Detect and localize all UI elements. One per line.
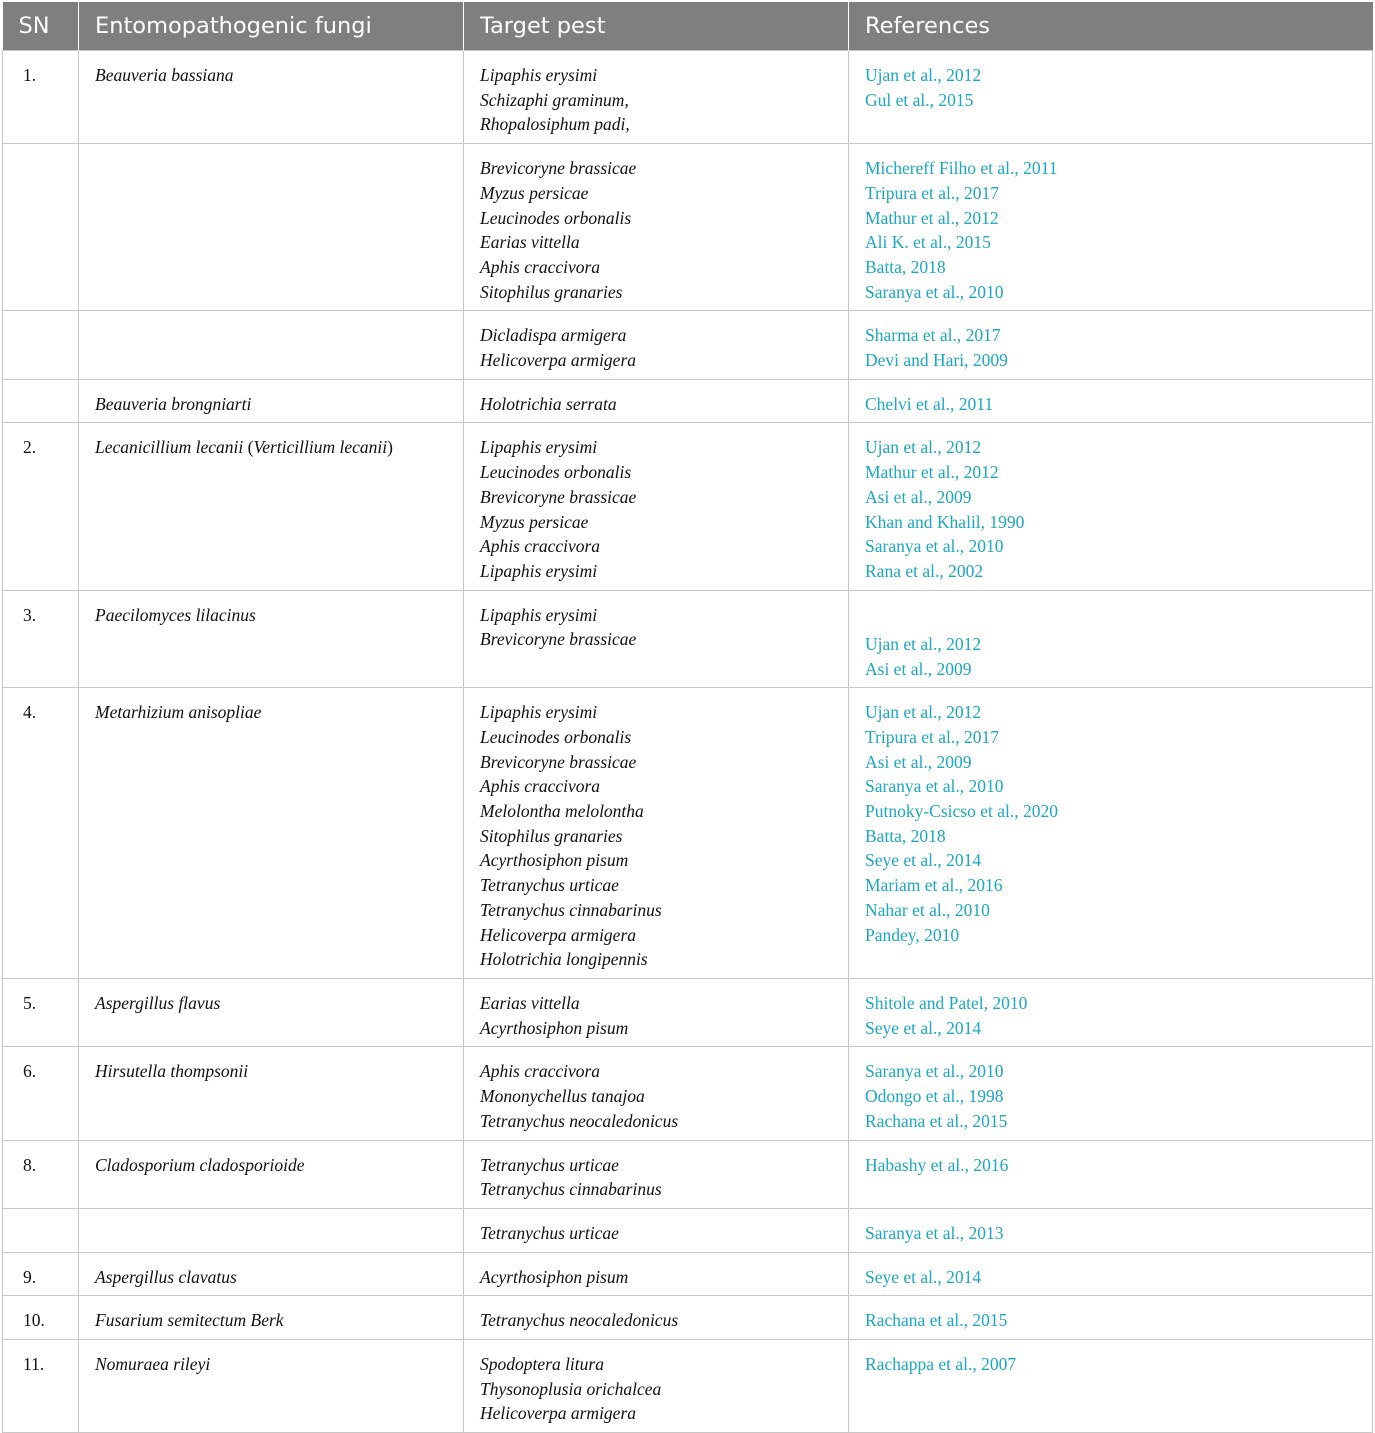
pest-name: Aphis craccivora bbox=[480, 1061, 601, 1082]
fungus-cell: Beauveria bassiana bbox=[79, 51, 464, 144]
table-row bbox=[3, 51, 1373, 144]
pest-name: Aphis craccivora bbox=[480, 536, 601, 557]
references-cell bbox=[849, 379, 1373, 423]
fungus-cell: Aspergillus flavus bbox=[79, 978, 464, 1046]
reference-link[interactable]: Mathur et al., 2012 bbox=[865, 462, 999, 483]
fungus-synonym: Verticillium lecanii bbox=[253, 437, 388, 458]
pest-name: Helicoverpa armigera bbox=[480, 350, 637, 371]
fungi-pest-table bbox=[2, 2, 1373, 1433]
reference-link[interactable]: Michereff Filho et al., 2011 bbox=[865, 158, 1058, 179]
reference-link[interactable]: Seye et al., 2014 bbox=[865, 1017, 982, 1038]
references-cell bbox=[849, 1340, 1373, 1433]
references-cell bbox=[849, 1252, 1373, 1296]
target-pest-cell bbox=[464, 1047, 849, 1140]
column-header-fungi: Entomopathogenic fungi bbox=[79, 2, 464, 51]
table-row bbox=[3, 423, 1373, 590]
reference-link[interactable]: Shitole and Patel, 2010 bbox=[865, 992, 1028, 1013]
fungus-cell bbox=[79, 1208, 464, 1252]
references-cell bbox=[849, 1296, 1373, 1340]
references-cell bbox=[849, 1047, 1373, 1140]
pest-name: Tetranychus cinnabarinus bbox=[480, 899, 662, 920]
reference-link[interactable]: Saranya et al., 2010 bbox=[865, 776, 1004, 797]
target-pest-cell bbox=[464, 1340, 849, 1433]
references-cell bbox=[849, 1140, 1373, 1208]
fungus-cell: Nomuraea rileyi bbox=[79, 1340, 464, 1433]
reference-link[interactable]: Rachappa et al., 2007 bbox=[865, 1354, 1017, 1375]
pest-name: Thysonoplusia orichalcea bbox=[480, 1378, 662, 1399]
pest-name: Leucinodes orbonalis bbox=[480, 207, 632, 228]
reference-link[interactable]: Asi et al., 2009 bbox=[865, 658, 972, 679]
sn-cell: 1. bbox=[3, 51, 79, 144]
reference-link[interactable]: Nahar et al., 2010 bbox=[865, 899, 990, 920]
reference-link[interactable]: Devi and Hari, 2009 bbox=[865, 350, 1008, 371]
reference-link[interactable]: Saranya et al., 2010 bbox=[865, 281, 1004, 302]
reference-link[interactable]: Ali K. et al., 2015 bbox=[865, 232, 991, 253]
sn-cell bbox=[3, 311, 79, 379]
pest-name: Tetranychus urticae bbox=[480, 1154, 619, 1175]
pest-name: Myzus persicae bbox=[480, 511, 589, 532]
reference-link[interactable]: Seye et al., 2014 bbox=[865, 1266, 982, 1287]
pest-name: Helicoverpa armigera bbox=[480, 924, 637, 945]
fungus-cell: Metarhizium anisopliae bbox=[79, 688, 464, 979]
pest-name: Tetranychus neocaledonicus bbox=[480, 1110, 679, 1131]
fungus-name: Lecanicillium lecanii bbox=[95, 437, 244, 458]
pest-name: Tetranychus cinnabarinus bbox=[480, 1179, 662, 1200]
table-body bbox=[3, 51, 1373, 1433]
pest-name: Tetranychus neocaledonicus bbox=[480, 1310, 679, 1331]
pest-name: Brevicoryne brassicae bbox=[480, 629, 637, 650]
reference-link[interactable]: Seye et al., 2014 bbox=[865, 850, 982, 871]
column-header-sn: SN bbox=[3, 2, 79, 51]
pest-name: Lipaphis erysimi bbox=[480, 702, 598, 723]
table-row bbox=[3, 1140, 1373, 1208]
fungus-cell: Cladosporium cladosporioide bbox=[79, 1140, 464, 1208]
target-pest-cell bbox=[464, 144, 849, 311]
pest-name: Earias vittella bbox=[480, 232, 580, 253]
target-pest-cell bbox=[464, 590, 849, 688]
reference-link[interactable]: Saranya et al., 2010 bbox=[865, 1061, 1004, 1082]
reference-link[interactable]: Tripura et al., 2017 bbox=[865, 726, 999, 747]
reference-link[interactable]: Tripura et al., 2017 bbox=[865, 182, 999, 203]
pest-name: Tetranychus urticae bbox=[480, 875, 619, 896]
table-row bbox=[3, 1340, 1373, 1433]
pest-name: Dicladispa armigera bbox=[480, 325, 627, 346]
table-row bbox=[3, 1047, 1373, 1140]
table-row bbox=[3, 144, 1373, 311]
sn-cell: 3. bbox=[3, 590, 79, 688]
reference-link[interactable]: Pandey, 2010 bbox=[865, 924, 960, 945]
fungus-cell: Beauveria brongniarti bbox=[79, 379, 464, 423]
pest-name: Aphis craccivora bbox=[480, 256, 601, 277]
table-row bbox=[3, 1296, 1373, 1340]
pest-name: Myzus persicae bbox=[480, 182, 589, 203]
target-pest-cell bbox=[464, 978, 849, 1046]
sn-cell bbox=[3, 379, 79, 423]
pest-name: Acyrthosiphon pisum bbox=[480, 1017, 629, 1038]
pest-name: Leucinodes orbonalis bbox=[480, 462, 632, 483]
fungus-cell: Aspergillus clavatus bbox=[79, 1252, 464, 1296]
fungus-cell bbox=[79, 311, 464, 379]
pest-name: Acyrthosiphon pisum bbox=[480, 1266, 629, 1287]
references-cell bbox=[849, 1208, 1373, 1252]
pest-name: Lipaphis erysimi bbox=[480, 560, 598, 581]
reference-link[interactable]: Khan and Khalil, 1990 bbox=[865, 511, 1025, 532]
table-row bbox=[3, 590, 1373, 688]
pest-name: Earias vittella bbox=[480, 992, 580, 1013]
reference-link[interactable]: Asi et al., 2009 bbox=[865, 486, 972, 507]
pest-name: Brevicoryne brassicae bbox=[480, 751, 637, 772]
table-row bbox=[3, 311, 1373, 379]
reference-link[interactable]: Batta, 2018 bbox=[865, 256, 946, 277]
target-pest-cell bbox=[464, 423, 849, 590]
pest-name: Melolontha melolontha bbox=[480, 801, 644, 822]
sn-cell bbox=[3, 144, 79, 311]
column-header-references: References bbox=[849, 2, 1373, 51]
sn-cell: 8. bbox=[3, 1140, 79, 1208]
references-cell bbox=[849, 978, 1373, 1046]
fungus-paren-open: ( bbox=[243, 437, 254, 458]
fungus-cell bbox=[79, 144, 464, 311]
reference-link[interactable]: Ujan et al., 2012 bbox=[865, 65, 982, 85]
reference-link[interactable]: Sharma et al., 2017 bbox=[865, 325, 1001, 346]
target-pest-cell bbox=[464, 1296, 849, 1340]
reference-link[interactable]: Ujan et al., 2012 bbox=[865, 633, 982, 654]
fungus-paren-close: ) bbox=[387, 437, 393, 458]
references-cell bbox=[849, 51, 1373, 144]
reference-link[interactable]: Saranya et al., 2013 bbox=[865, 1222, 1004, 1243]
pest-name: Rhopalosiphum padi, bbox=[480, 114, 630, 135]
table-row bbox=[3, 1252, 1373, 1296]
sn-cell: 10. bbox=[3, 1296, 79, 1340]
pest-name: Leucinodes orbonalis bbox=[480, 726, 632, 747]
pest-name: Brevicoryne brassicae bbox=[480, 158, 637, 179]
sn-cell: 6. bbox=[3, 1047, 79, 1140]
reference-spacer bbox=[865, 603, 1356, 608]
reference-link[interactable]: Batta, 2018 bbox=[865, 825, 946, 846]
pest-name: Mononychellus tanajoa bbox=[480, 1086, 645, 1107]
reference-link[interactable]: Ujan et al., 2012 bbox=[865, 437, 982, 458]
reference-link[interactable]: Gul et al., 2015 bbox=[865, 89, 974, 110]
table-row bbox=[3, 1208, 1373, 1252]
table-header-row bbox=[3, 2, 1373, 51]
pest-name: Aphis craccivora bbox=[480, 776, 601, 797]
reference-link[interactable]: Rana et al., 2002 bbox=[865, 560, 984, 581]
pest-name: Brevicoryne brassicae bbox=[480, 486, 637, 507]
fungus-cell: Hirsutella thompsonii bbox=[79, 1047, 464, 1140]
target-pest-cell bbox=[464, 1252, 849, 1296]
target-pest-cell bbox=[464, 1140, 849, 1208]
target-pest-cell bbox=[464, 51, 849, 144]
references-cell bbox=[849, 311, 1373, 379]
target-pest-cell bbox=[464, 1208, 849, 1252]
pest-name: Helicoverpa armigera bbox=[480, 1403, 637, 1424]
fungus-cell bbox=[79, 423, 464, 590]
sn-cell: 11. bbox=[3, 1340, 79, 1433]
reference-link[interactable]: Mathur et al., 2012 bbox=[865, 207, 999, 228]
reference-link[interactable]: Asi et al., 2009 bbox=[865, 751, 972, 772]
reference-link[interactable]: Rachana et al., 2015 bbox=[865, 1310, 1008, 1331]
pest-name: Tetranychus urticae bbox=[480, 1222, 619, 1243]
fungus-cell: Fusarium semitectum Berk bbox=[79, 1296, 464, 1340]
pest-name: Sitophilus granaries bbox=[480, 281, 623, 302]
reference-link[interactable]: Mariam et al., 2016 bbox=[865, 875, 1003, 896]
reference-link[interactable]: Chelvi et al., 2011 bbox=[865, 393, 994, 414]
target-pest-cell bbox=[464, 311, 849, 379]
pest-name: Sitophilus granaries bbox=[480, 825, 623, 846]
pest-name: Acyrthosiphon pisum bbox=[480, 850, 629, 871]
target-pest-cell bbox=[464, 688, 849, 979]
fungus-cell: Paecilomyces lilacinus bbox=[79, 590, 464, 688]
reference-link[interactable]: Saranya et al., 2010 bbox=[865, 536, 1004, 557]
pest-name: Spodoptera litura bbox=[480, 1354, 604, 1375]
pest-name: Schizaphi graminum, bbox=[480, 89, 629, 110]
reference-link[interactable]: Habashy et al., 2016 bbox=[865, 1154, 1009, 1175]
table-row bbox=[3, 379, 1373, 423]
sn-cell: 9. bbox=[3, 1252, 79, 1296]
sn-cell bbox=[3, 1208, 79, 1252]
reference-link[interactable]: Rachana et al., 2015 bbox=[865, 1110, 1008, 1131]
pest-name: Lipaphis erysimi bbox=[480, 65, 598, 85]
references-cell bbox=[849, 688, 1373, 979]
reference-link[interactable]: Ujan et al., 2012 bbox=[865, 702, 982, 723]
table-row bbox=[3, 978, 1373, 1046]
references-cell bbox=[849, 423, 1373, 590]
reference-link[interactable]: Odongo et al., 1998 bbox=[865, 1086, 1004, 1107]
target-pest-cell bbox=[464, 379, 849, 423]
sn-cell: 2. bbox=[3, 423, 79, 590]
reference-link[interactable]: Putnoky-Csicso et al., 2020 bbox=[865, 801, 1058, 822]
table-row bbox=[3, 688, 1373, 979]
pest-name: Lipaphis erysimi bbox=[480, 437, 598, 458]
sn-cell: 4. bbox=[3, 688, 79, 979]
pest-name: Lipaphis erysimi bbox=[480, 604, 598, 625]
pest-name: Holotrichia longipennis bbox=[480, 949, 648, 970]
references-cell bbox=[849, 144, 1373, 311]
references-cell bbox=[849, 590, 1373, 688]
column-header-target-pest: Target pest bbox=[464, 2, 849, 51]
pest-name: Holotrichia serrata bbox=[480, 393, 617, 414]
sn-cell: 5. bbox=[3, 978, 79, 1046]
